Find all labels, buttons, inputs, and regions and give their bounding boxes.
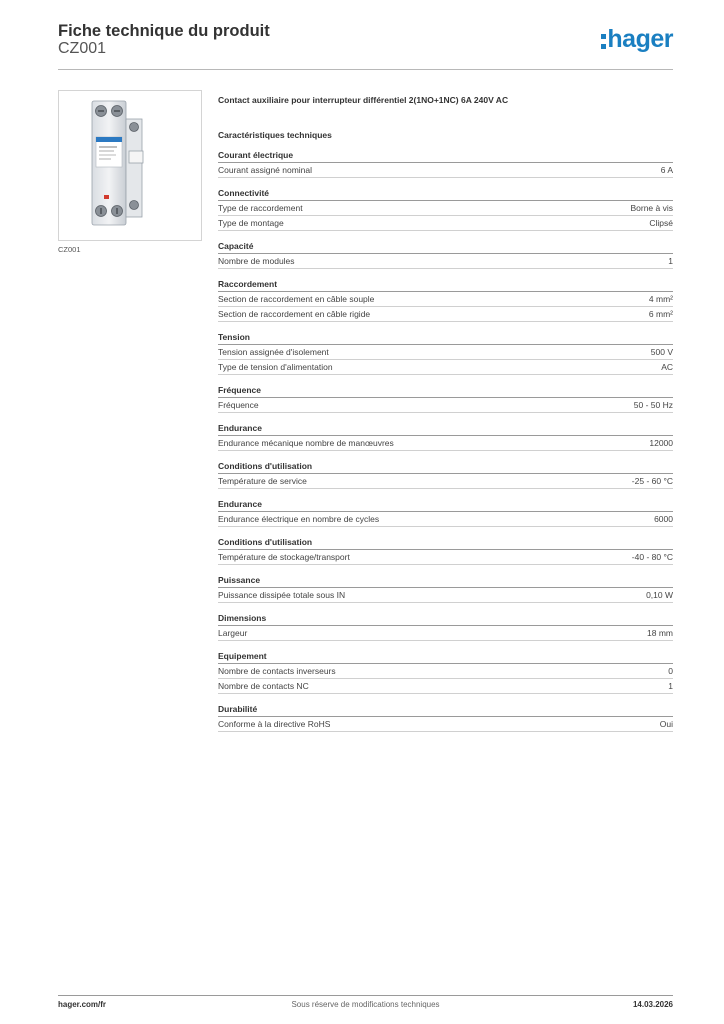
spec-group — [218, 612, 673, 641]
spec-value: 500 V — [650, 347, 673, 357]
spec-group — [218, 498, 673, 527]
spec-row — [218, 163, 673, 178]
spec-label: Température de stockage/transport — [218, 552, 350, 562]
spec-group-title: Fréquence — [218, 384, 673, 398]
spec-group — [218, 422, 673, 451]
spec-group — [218, 703, 673, 732]
spec-group-title: Courant électrique — [218, 149, 673, 163]
spec-value: AC — [661, 362, 673, 372]
spec-label: Courant assigné nominal — [218, 165, 313, 175]
spec-group — [218, 240, 673, 269]
spec-label: Section de raccordement en câble rigide — [218, 309, 371, 319]
spec-group — [218, 278, 673, 322]
spec-group — [218, 149, 673, 178]
footer-website[interactable]: hager.com/fr — [58, 1000, 107, 1009]
spec-group — [218, 384, 673, 413]
spec-group-title: Connectivité — [218, 187, 673, 201]
spec-group-title: Conditions d'utilisation — [218, 536, 673, 550]
spec-group — [218, 460, 673, 489]
footer-date: 14.03.2026 — [632, 1000, 673, 1009]
spec-value: -40 - 80 °C — [631, 552, 673, 562]
spec-label: Nombre de contacts NC — [218, 681, 309, 691]
spec-group-title: Puissance — [218, 574, 673, 588]
spec-group-title: Equipement — [218, 650, 673, 664]
spec-label: Type de tension d'alimentation — [218, 362, 333, 372]
spec-value: 6 mm² — [648, 309, 673, 319]
spec-row — [218, 436, 673, 451]
spec-row — [218, 626, 673, 641]
logo-colon-icon — [601, 34, 606, 49]
spec-value: Oui — [659, 719, 673, 729]
photo-caption: CZ001 — [58, 245, 81, 254]
spec-group-title: Conditions d'utilisation — [218, 460, 673, 474]
spec-value: -25 - 60 °C — [631, 476, 673, 486]
spec-label: Fréquence — [218, 400, 259, 410]
spec-group — [218, 536, 673, 565]
product-code: CZ001 — [58, 40, 107, 57]
spec-label: Largeur — [218, 628, 248, 638]
spec-value: 6 A — [660, 165, 673, 175]
page-title: Fiche technique du produit — [58, 22, 270, 40]
section-heading: Caractéristiques techniques — [218, 130, 332, 140]
spec-group-title: Tension — [218, 331, 673, 345]
spec-group — [218, 650, 673, 694]
spec-value: Clipsé — [649, 218, 673, 228]
hager-logo[interactable] — [601, 24, 673, 54]
spec-row — [218, 717, 673, 732]
spec-value: 1 — [668, 681, 673, 691]
spec-group-title: Raccordement — [218, 278, 673, 292]
spec-value: 12000 — [649, 438, 673, 448]
spec-value: 50 - 50 Hz — [633, 400, 673, 410]
spec-section — [218, 94, 673, 741]
spec-group — [218, 187, 673, 231]
spec-row — [218, 292, 673, 307]
spec-row — [218, 679, 673, 694]
auxiliary-contact-module-photo — [59, 91, 201, 240]
spec-groups — [218, 149, 673, 732]
spec-group — [218, 331, 673, 375]
spec-label: Conforme à la directive RoHS — [218, 719, 331, 729]
spec-row — [218, 398, 673, 413]
logo-text: hager — [607, 24, 673, 53]
spec-row — [218, 360, 673, 375]
spec-group-title: Durabilité — [218, 703, 673, 717]
spec-label: Puissance dissipée totale sous IN — [218, 590, 346, 600]
spec-group — [218, 574, 673, 603]
spec-group-title: Capacité — [218, 240, 673, 254]
spec-row — [218, 664, 673, 679]
spec-row — [218, 550, 673, 565]
spec-row — [218, 216, 673, 231]
spec-value: 1 — [668, 256, 673, 266]
spec-label: Nombre de modules — [218, 256, 295, 266]
spec-value: 18 mm — [647, 628, 673, 638]
spec-label: Tension assignée d'isolement — [218, 347, 329, 357]
spec-row — [218, 588, 673, 603]
spec-row — [218, 307, 673, 322]
spec-group-title: Dimensions — [218, 612, 673, 626]
spec-value: 0 — [668, 666, 673, 676]
spec-label: Endurance électrique en nombre de cycles — [218, 514, 380, 524]
spec-row — [218, 474, 673, 489]
spec-group-title: Endurance — [218, 498, 673, 512]
spec-row — [218, 201, 673, 216]
page-footer — [58, 995, 673, 1016]
footer-disclaimer: Sous réserve de modifications techniques — [291, 1000, 440, 1009]
spec-row — [218, 254, 673, 269]
spec-group-title: Endurance — [218, 422, 673, 436]
spec-value: 0,10 W — [646, 590, 673, 600]
spec-label: Section de raccordement en câble souple — [218, 294, 375, 304]
spec-value: 4 mm² — [648, 294, 673, 304]
spec-label: Nombre de contacts inverseurs — [218, 666, 336, 676]
spec-label: Type de montage — [218, 218, 284, 228]
spec-row — [218, 345, 673, 360]
spec-value: Borne à vis — [630, 203, 673, 213]
product-photo — [58, 90, 202, 241]
spec-label: Endurance mécanique nombre de manœuvres — [218, 438, 394, 448]
page-header — [58, 20, 673, 70]
spec-value: 6000 — [654, 514, 673, 524]
product-description: Contact auxiliaire pour interrupteur différentiel 2(1NO+1NC) 6A 240V AC — [218, 95, 509, 105]
spec-label: Type de raccordement — [218, 203, 303, 213]
spec-row — [218, 512, 673, 527]
spec-label: Température de service — [218, 476, 307, 486]
